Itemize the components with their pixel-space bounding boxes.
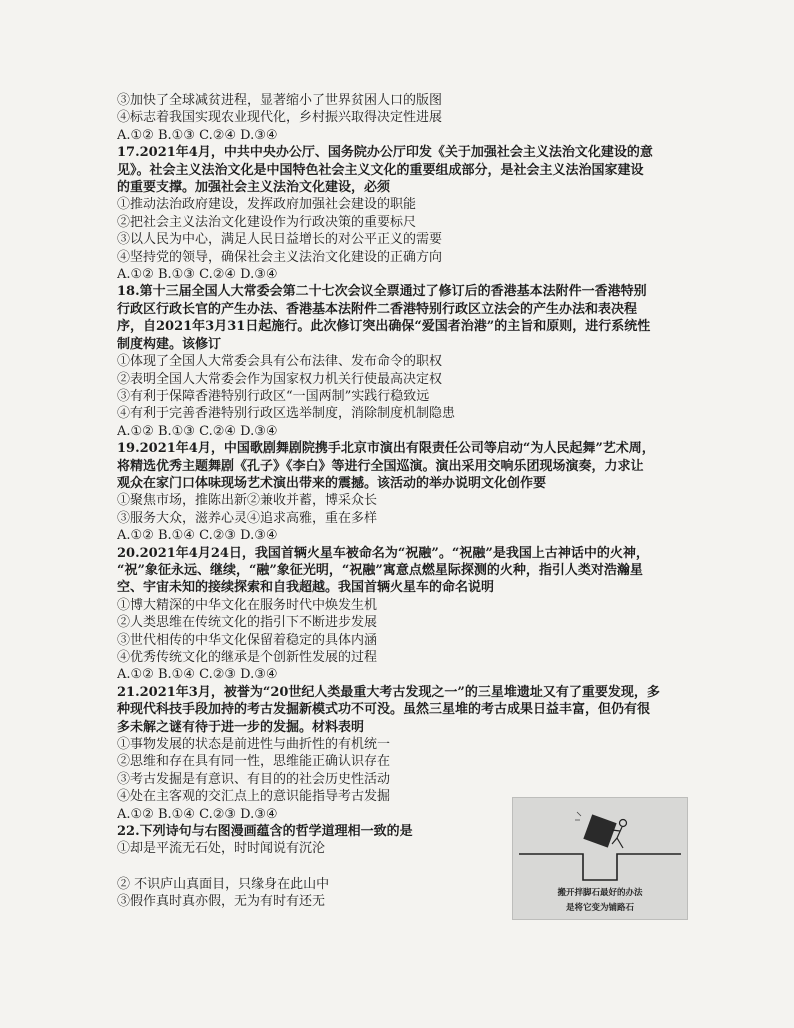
text-line: ③服务大众，滋养心灵④追求高雅，重在多样 xyxy=(117,510,378,526)
cartoon-caption-line1: 搬开拌脚石最好的办法 xyxy=(557,888,643,898)
text-line: ④标志着我国实现农业现代化，乡村振兴取得决定性进展 xyxy=(117,110,443,126)
text-line: ③考古发掘是有意识、有目的的社会历史性活动 xyxy=(117,771,391,787)
text-line: 21.2021年3月，被誉为“20世纪人类最重大考古发现之一”的三星堆遗址又有了重要发现，多 xyxy=(117,684,660,700)
cartoon-image xyxy=(512,797,688,920)
text-line: ③以人民为中心，满足人民日益增长的对公平正义的需要 xyxy=(117,232,443,248)
cartoon-caption-line2: 是将它变为铺路石 xyxy=(565,903,634,913)
text-line: A.①② B.①④ C.②③ D.③④ xyxy=(117,806,278,822)
text-line: ③有利于保障香港特别行政区“一国两制”实践行稳致远 xyxy=(117,388,430,404)
text-line: ①事物发展的状态是前进性与曲折性的有机统一 xyxy=(117,737,391,753)
text-line: 多未解之谜有待于进一步的发掘。材料表明 xyxy=(117,719,365,735)
text-line: A.①② B.①③ C.②④ D.③④ xyxy=(117,267,278,283)
text-line: 种现代科技手段加持的考古发掘新模式功不可没。虽然三星堆的考古成果日益丰富，但仍有很 xyxy=(117,702,651,718)
text-line: ②思维和存在具有同一性，思维能正确认识存在 xyxy=(117,754,391,770)
text-line: 观众在家门口体味现场艺术演出带来的震撼。该活动的举办说明文化创作要 xyxy=(117,475,547,491)
text-line: 17.2021年4月，中共中央办公厅、国务院办公厅印发《关于加强社会主义法治文化建设的意 xyxy=(117,145,653,161)
text-line: A.①② B.①③ C.②④ D.③④ xyxy=(117,423,278,439)
text-line: ①博大精深的中华文化在服务时代中焕发生机 xyxy=(117,597,378,613)
text-line: ③假作真时真亦假，无为有时有还无 xyxy=(117,894,326,910)
text-line: 的重要支撑。加强社会主义法治文化建设，必须 xyxy=(117,180,391,196)
text-line: ② 不识庐山真面目，只缘身在此山中 xyxy=(117,876,330,892)
text-line: A.①② B.①④ C.②③ D.③④ xyxy=(117,667,278,683)
text-line: ②表明全国人大常委会作为国家权力机关行使最高决定权 xyxy=(117,371,443,387)
text-line: ③世代相传的中华文化保留着稳定的具体内涵 xyxy=(117,632,378,648)
text-line: A.①② B.①④ C.②③ D.③④ xyxy=(117,528,278,544)
text-line: “祝”象征永远、继续，“融”象征光明，“祝融”寓意点燃星际探测的火种，指引人类对浩瀚星 xyxy=(117,562,643,578)
text-line: ②人类思维在传统文化的指引下不断进步发展 xyxy=(117,615,378,631)
text-line: 19.2021年4月，中国歌剧舞剧院携手北京市演出有限责任公司等启动“为人民起舞”艺术周， xyxy=(117,441,655,457)
text-line: ④处在主客观的交汇点上的意识能指导考古发掘 xyxy=(117,789,391,805)
text-line: 22.下列诗句与右图漫画蕴含的哲学道理相一致的是 xyxy=(117,824,413,840)
text-line: ①却是平流无石处，时时闻说有沉沦 xyxy=(117,841,326,857)
text-line: ②把社会主义法治文化建设作为行政决策的重要标尺 xyxy=(117,214,417,230)
text-line: A.①② B.①③ C.②④ D.③④ xyxy=(117,127,278,143)
text-line: ①体现了全国人大常委会具有公布法律、发布命令的职权 xyxy=(117,354,443,370)
text-line: 空、宇宙未知的接续探索和自我超越。我国首辆火星车的命名说明 xyxy=(117,580,495,596)
text-line: 18.第十三届全国人大常委会第二十七次会议全票通过了修订后的香港基本法附件一香港特别 xyxy=(117,284,647,300)
text-line: ①聚焦市场，推陈出新②兼收并蓄，博采众长 xyxy=(117,493,378,509)
text-line: 20.2021年4月24日，我国首辆火星车被命名为“祝融”。“祝融”是我国上古神话中的火神， xyxy=(117,545,649,561)
text-line: ④优秀传统文化的继承是个创新性发展的过程 xyxy=(117,650,378,665)
text-line: ④有利于完善香港特别行政区选举制度，消除制度机制隐患 xyxy=(117,406,456,422)
text-line: 见》。社会主义法治文化是中国特色社会主义文化的重要组成部分，是社会主义法治国家建设 xyxy=(117,162,644,178)
text-line: 行政区行政长官的产生办法、香港基本法附件二香港特别行政区立法会的产生办法和表决程 xyxy=(117,301,638,317)
text-line: 制度构建。该修订 xyxy=(117,336,222,352)
document-body xyxy=(117,92,687,911)
text-line: ①推动法治政府建设，发挥政府加强社会建设的职能 xyxy=(117,197,417,213)
text-line: 将精选优秀主题舞剧《孔子》《李白》等进行全国巡演。演出采用交响乐团现场演奏，力求让 xyxy=(117,458,644,474)
text-line: ③加快了全球减贫进程，显著缩小了世界贫困人口的版图 xyxy=(117,93,443,108)
text-line: ④坚持党的领导，确保社会主义法治文化建设的正确方向 xyxy=(117,249,443,265)
text-line: 序，自2021年3月31日起施行。此次修订突出确保“爱国者治港”的主旨和原则，进行系统性 xyxy=(117,319,651,335)
